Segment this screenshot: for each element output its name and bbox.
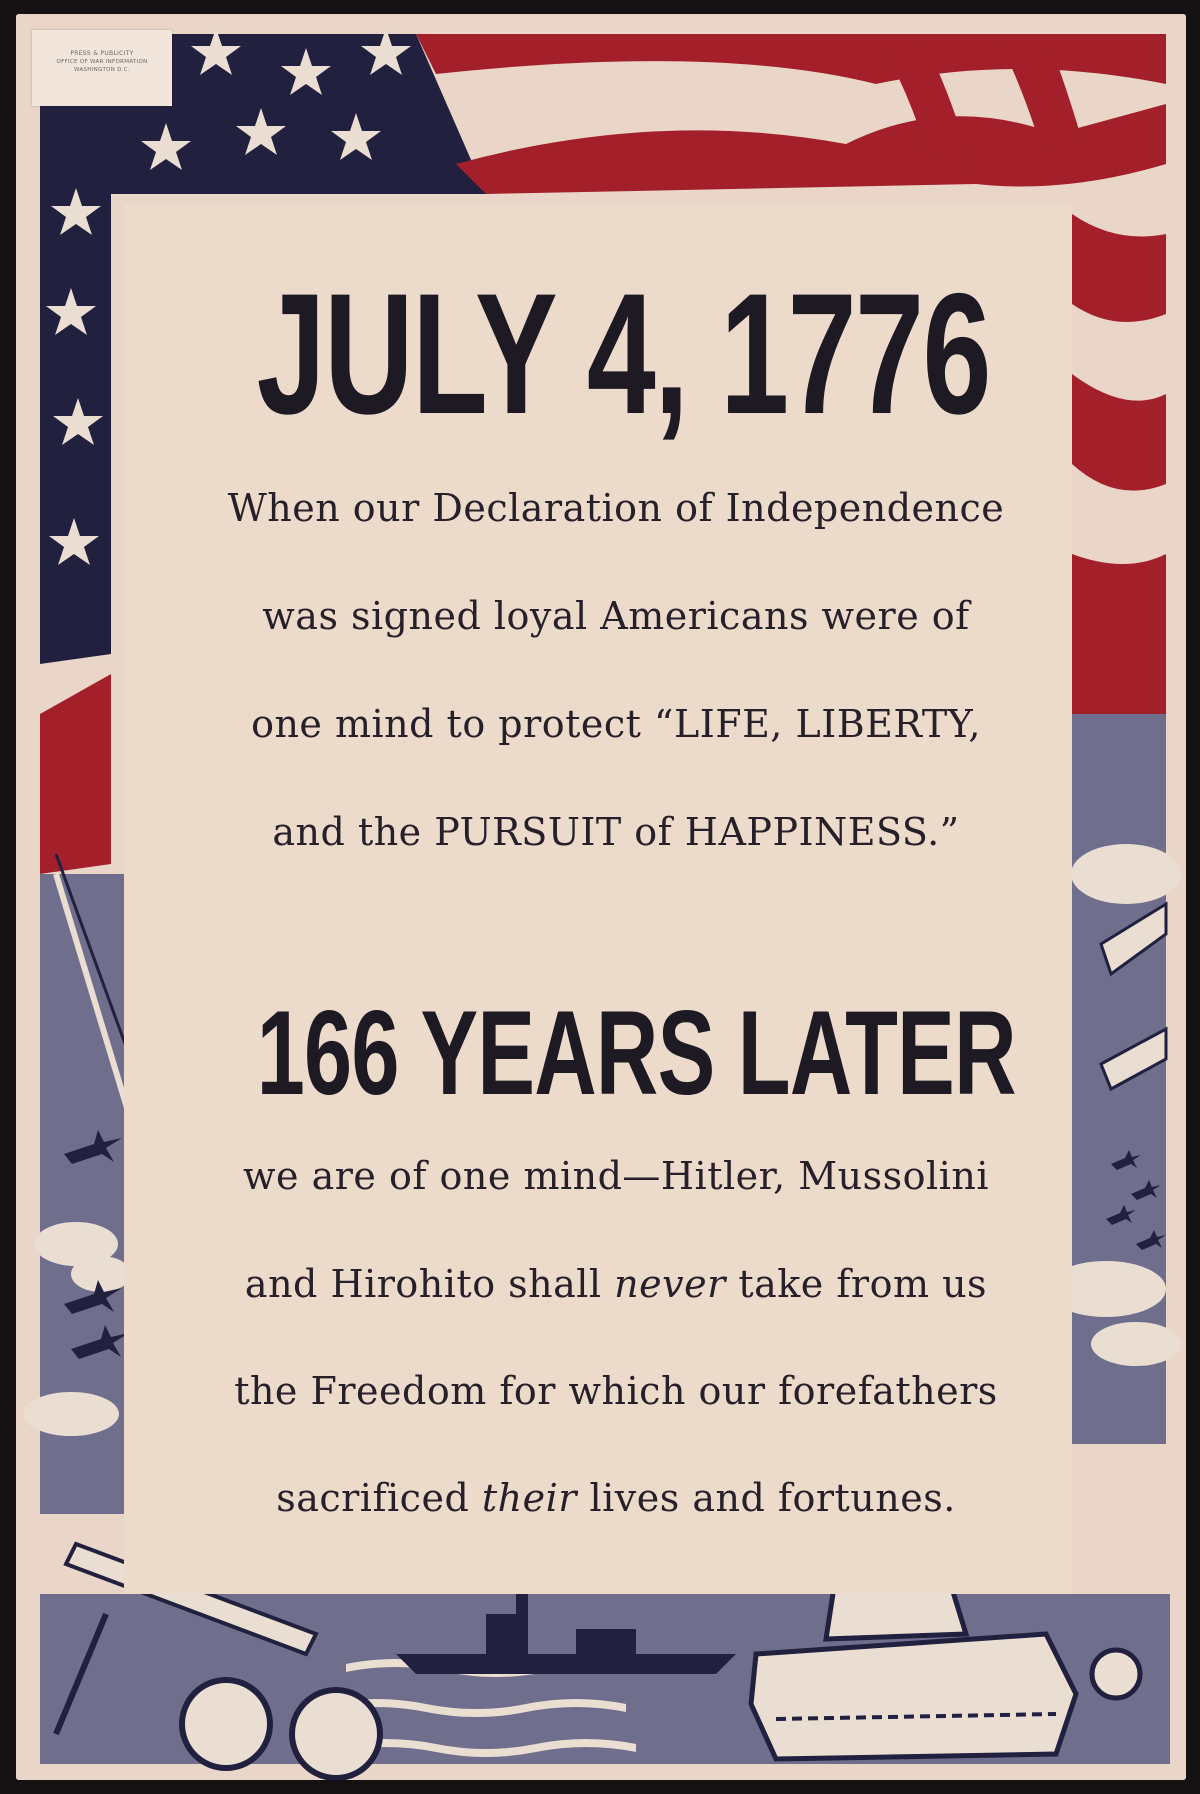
- archive-label-line: WASHINGTON D.C.: [74, 67, 130, 73]
- text-segment: and Hirohito shall: [244, 1262, 615, 1306]
- paragraph-2-line-1: we are of one mind—Hitler, Mussolini: [243, 1154, 989, 1198]
- archive-label-line: OFFICE OF WAR INFORMATION: [56, 59, 148, 65]
- archive-label: [32, 30, 172, 106]
- paragraph-2-line-3: the Freedom for which our forefathers: [234, 1369, 998, 1413]
- paragraph-2-line-2: [216, 1262, 1016, 1306]
- paragraph-1-line-4: and the PURSUIT of HAPPINESS.”: [272, 810, 960, 854]
- emphasis-their: their: [481, 1476, 577, 1520]
- archive-label-line: PRESS & PUBLICITY: [70, 50, 134, 57]
- poster: [16, 14, 1186, 1780]
- emphasis-never: never: [614, 1262, 726, 1306]
- text-segment: lives and fortunes.: [576, 1476, 956, 1520]
- headline-date: JULY 4, 1776: [256, 258, 990, 450]
- text-segment: sacrificed: [276, 1476, 482, 1520]
- paragraph-1-line-2: was signed loyal Americans were of: [262, 594, 970, 638]
- paragraph-2-line-4: [216, 1476, 1016, 1520]
- paragraph-1-line-3: one mind to protect “LIFE, LIBERTY,: [251, 702, 981, 746]
- text-segment: take from us: [725, 1262, 988, 1306]
- headline-years-later: 166 YEARS LATER: [256, 986, 1016, 1120]
- paragraph-1-line-1: When our Declaration of Independence: [227, 486, 1005, 530]
